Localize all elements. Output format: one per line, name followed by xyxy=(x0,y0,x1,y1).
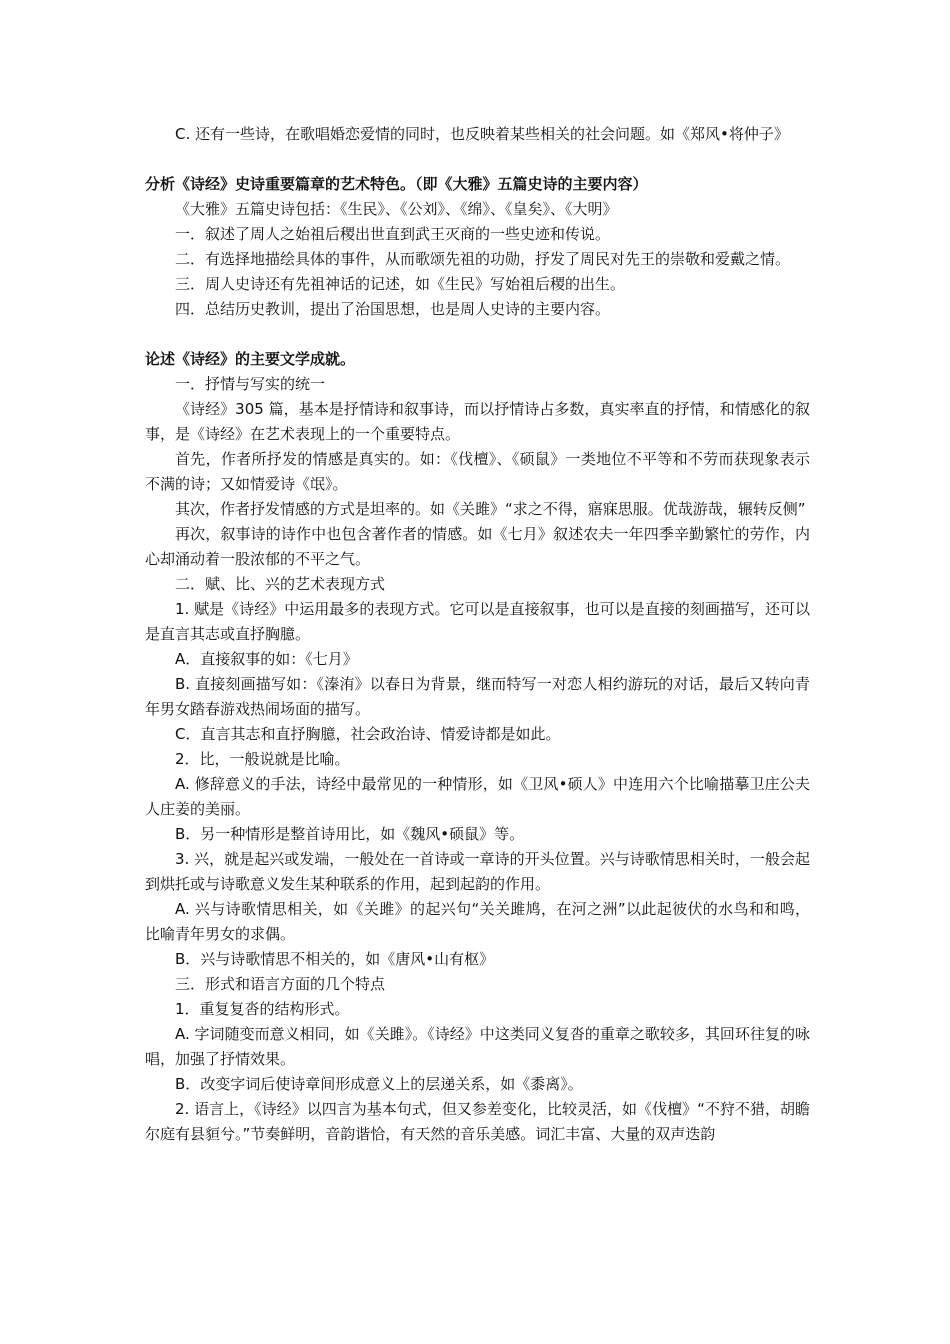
body-paragraph: B．另一种情形是整首诗用比，如《魏风•硕鼠》等。 xyxy=(175,825,525,843)
body-paragraph: C. 还有一些诗，在歌唱婚恋爱情的同时，也反映着某些相关的社会问题。如《郑风•将仲子》 xyxy=(175,125,789,143)
body-paragraph: 再次，叙事诗的诗作中也包含著作者的情感。如《七月》叙述农夫一年四季辛勤繁忙的劳作，内心却涌动着一股浓郁的不平之气。 xyxy=(145,525,810,568)
body-paragraph: 《大雅》五篇史诗包括：《生民》、《公刘》、《绵》、《皇矣》、《大明》 xyxy=(175,200,618,218)
body-paragraph: B. 直接刻画描写如：《溱洧》以春日为背景，继而特写一对恋人相约游玩的对话，最后又转向青年男女踏春游戏热闹场面的描写。 xyxy=(145,675,810,718)
body-paragraph: 三．周人史诗还有先祖神话的记述，如《生民》写始祖后稷的出生。 xyxy=(175,275,626,293)
section-heading: 分析《诗经》史诗重要篇章的艺术特色。（即《大雅》五篇史诗的主要内容） xyxy=(145,175,648,193)
paragraph-spacer xyxy=(145,147,810,172)
body-paragraph: C．直言其志和直抒胸臆，社会政治诗、情爱诗都是如此。 xyxy=(175,725,561,743)
body-paragraph: 《诗经》305 篇，基本是抒情诗和叙事诗，而以抒情诗占多数，真实率直的抒情，和情感化的叙事，是《诗经》在艺术表现上的一个重要特点。 xyxy=(145,400,810,443)
body-paragraph: 一．叙述了周人之始祖后稷出世直到武王灭商的一些史迹和传说。 xyxy=(175,225,611,243)
body-paragraph: A. 字词随变而意义相同，如《关雎》。《诗经》中这类同义复沓的重章之歌较多，其回环往复的咏唱，加强了抒情效果。 xyxy=(145,1025,810,1068)
body-paragraph: B．兴与诗歌情思不相关的，如《唐风•山有枢》 xyxy=(175,950,495,968)
document-page xyxy=(145,122,810,1147)
body-paragraph: 二．有选择地描绘具体的事件，从而歌颂先祖的功勋，抒发了周民对先王的崇敬和爱戴之情。 xyxy=(175,250,791,268)
body-paragraph: 1．重复复沓的结构形式。 xyxy=(175,1000,350,1018)
body-paragraph: 三．形式和语言方面的几个特点 xyxy=(175,975,386,993)
body-paragraph: 一．抒情与写实的统一 xyxy=(175,375,326,393)
body-paragraph: 首先，作者所抒发的情感是真实的。如：《伐檀》、《硕鼠》一类地位不平等和不劳而获现象表示不满的诗；又如情爱诗《氓》。 xyxy=(145,450,810,493)
section-heading: 论述《诗经》的主要文学成就。 xyxy=(145,350,356,368)
body-paragraph: 四．总结历史教训，提出了治国思想，也是周人史诗的主要内容。 xyxy=(175,300,611,318)
body-paragraph: B．改变字词后使诗章间形成意义上的层递关系，如《黍离》。 xyxy=(175,1075,583,1093)
body-paragraph: A．直接叙事的如：《七月》 xyxy=(175,650,358,668)
body-paragraph: 二．赋、比、兴的艺术表现方式 xyxy=(175,575,386,593)
body-paragraph: 1. 赋是《诗经》中运用最多的表现方式。它可以是直接叙事，也可以是直接的刻画描写，还可以是直言其志或直抒胸臆。 xyxy=(145,600,810,643)
body-paragraph: A. 兴与诗歌情思相关，如《关雎》的起兴句“关关雎鸠，在河之洲”以此起彼伏的水鸟和和鸣，比喻青年男女的求偶。 xyxy=(145,900,810,943)
body-paragraph: 2. 语言上，《诗经》以四言为基本句式，但又参差变化，比较灵活，如《伐檀》“不狩不猎，胡瞻尔庭有县貆兮。”节奏鲜明，音韵谐恰，有天然的音乐美感。词汇丰富、大量的双声迭韵 xyxy=(145,1100,810,1143)
body-paragraph: A. 修辞意义的手法，诗经中最常见的一种情形，如《卫风•硕人》中连用六个比喻描摹卫庄公夫人庄姜的美丽。 xyxy=(145,775,810,818)
body-paragraph: 3. 兴，就是起兴或发端，一般处在一首诗或一章诗的开头位置。兴与诗歌情思相关时，一般会起到烘托或与诗歌意义发生某种联系的作用，起到起韵的作用。 xyxy=(145,850,810,893)
body-paragraph: 2．比，一般说就是比喻。 xyxy=(175,750,350,768)
paragraph-spacer xyxy=(145,322,810,347)
body-paragraph: 其次，作者抒发情感的方式是坦率的。如《关雎》“求之不得，寤寐思服。优哉游哉，辗转反侧” xyxy=(175,500,806,518)
